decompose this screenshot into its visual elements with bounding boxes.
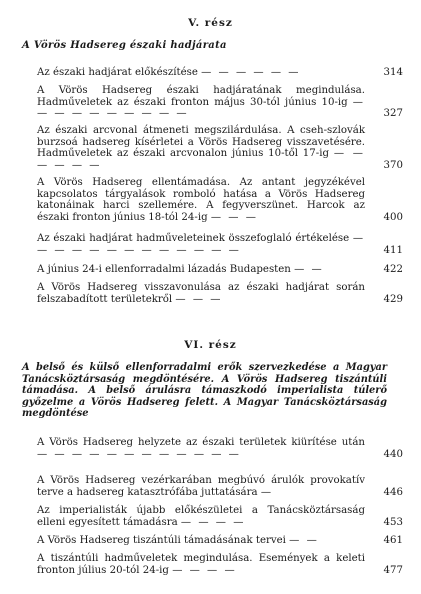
toc-entry[interactable]: A Vörös Hadsereg ellentámadása. Az antant jegyzékével kapcsolatos tárgyalások romboló hatása a Vörös Hadsereg katonáinak harci szellemére. A fegyverszünet. Harcok az északi fronton június 18-tól 24-ig — — — 400 <box>37 177 403 223</box>
toc-entry-page: 440 <box>383 448 403 460</box>
toc-entry[interactable]: Az északi hadjárat előkészítése — — — — — — 314 <box>37 67 403 78</box>
part5-heading: V. rész <box>188 17 233 29</box>
part6-intro: A belső és külső ellenforradalmi erők szervezkedése a Magyar Tanácsköztársaság megdöntésére. A Vörös Hadsereg tiszántúli támadása. A belső árulásra támaszkodó imperialista túlerő győzelme a Vörös Hadsereg felett. A Magyar Tanácsköztársaság megdöntése <box>22 362 387 420</box>
toc-entry-page: 327 <box>383 108 403 120</box>
toc-entry-page: 422 <box>383 264 403 275</box>
toc-entry-title: Az imperialisták újabb előkészületei a Tanácsköztársaság elleni egyesített támadásra <box>37 505 365 528</box>
toc-entry-title: Az északi arcvonal átmeneti megszilárdulása. A cseh-szlovák burzsoá hadsereg kísérletei a Vörös Hadsereg visszavetésére. Hadműveletek az északi arcvonalon június 10-től 17-ig <box>37 125 365 160</box>
toc-entry-title: A Vörös Hadsereg visszavonulása az északi hadjárat során felszabadított területekről <box>37 282 365 305</box>
toc-entry-page: 429 <box>383 293 403 305</box>
toc-entry-title: A Vörös Hadsereg ellentámadása. Az antant jegyzékével kapcsolatos tárgyalások romboló hatása a Vörös Hadsereg katonáinak harci szellemére. A fegyverszünet. Harcok az északi fronton június 18-tól 24-ig <box>37 177 365 223</box>
toc-entry-page: 314 <box>383 67 403 78</box>
toc-entry-page: 400 <box>383 211 403 223</box>
toc-entry-title: A Vörös Hadsereg helyzete az északi területek kiürítése után <box>37 437 365 448</box>
toc-entry-title: A tiszántúli hadműveletek megindulása. Események a keleti fronton július 20-tól 24-ig <box>37 553 365 576</box>
toc-entry-page: 453 <box>383 516 403 528</box>
part6-heading: VI. rész <box>184 339 237 351</box>
toc-entry-page: 477 <box>383 564 403 576</box>
toc-entry[interactable]: A Vörös Hadsereg helyzete az északi területek kiürítése után — — — — — — — — — — — — 440 <box>37 437 403 460</box>
toc-entry[interactable]: A Vörös Hadsereg vezérkarában megbúvó árulók provokatív terve a hadsereg katasztrófába juttatására — 446 <box>37 475 403 498</box>
part5-subtitle: A Vörös Hadsereg északi hadjárata <box>22 40 227 51</box>
toc-entry[interactable]: Az északi hadjárat hadműveleteinek összefoglaló értékelése — — — — — — — — — — — — — 411 <box>37 233 403 256</box>
toc-entry[interactable]: A Vörös Hadsereg visszavonulása az északi hadjárat során felszabadított területekről — — — 429 <box>37 282 403 305</box>
toc-entry[interactable]: Az északi arcvonal átmeneti megszilárdulása. A cseh-szlovák burzsoá hadsereg kísérletei a Vörös Hadsereg visszavetésére. Hadműveletek az északi arcvonalon június 10-től 17-ig — — — — — — 370 <box>37 125 403 171</box>
toc-entry[interactable]: Az imperialisták újabb előkészületei a Tanácsköztársaság elleni egyesített támadásra — — — — 453 <box>37 505 403 528</box>
toc-entry-page: 370 <box>383 159 403 171</box>
toc-entry-title: A Vörös Hadsereg északi hadjáratának megindulása. Hadműveletek az északi fronton május 30-tól június 10-ig <box>37 85 365 108</box>
toc-entry[interactable]: A Vörös Hadsereg tiszántúli támadásának tervei — — 461 <box>37 535 403 546</box>
toc-entry-page: 461 <box>383 535 403 546</box>
toc-entry[interactable]: A tiszántúli hadműveletek megindulása. Események a keleti fronton július 20-tól 24-ig — — — — 477 <box>37 553 403 576</box>
toc-entry-page: 446 <box>383 486 403 498</box>
toc-entry-title: Az északi hadjárat előkészítése <box>37 67 198 78</box>
toc-entry-title: A június 24-i ellenforradalmi lázadás Budapesten <box>37 264 291 275</box>
toc-entry-title: A Vörös Hadsereg tiszántúli támadásának tervei <box>37 535 286 546</box>
toc-entry[interactable]: A Vörös Hadsereg északi hadjáratának megindulása. Hadműveletek az északi fronton május 30-tól június 10-ig — — — — — — — — — — 327 <box>37 85 403 120</box>
toc-entry-title: Az északi hadjárat hadműveleteinek összefoglaló értékelése <box>37 233 350 244</box>
toc-entry[interactable]: A június 24-i ellenforradalmi lázadás Budapesten — — 422 <box>37 264 403 275</box>
toc-entry-page: 411 <box>383 244 403 256</box>
toc-entry-title: A Vörös Hadsereg vezérkarában megbúvó árulók provokatív terve a hadsereg katasztrófába juttatására <box>37 475 365 498</box>
